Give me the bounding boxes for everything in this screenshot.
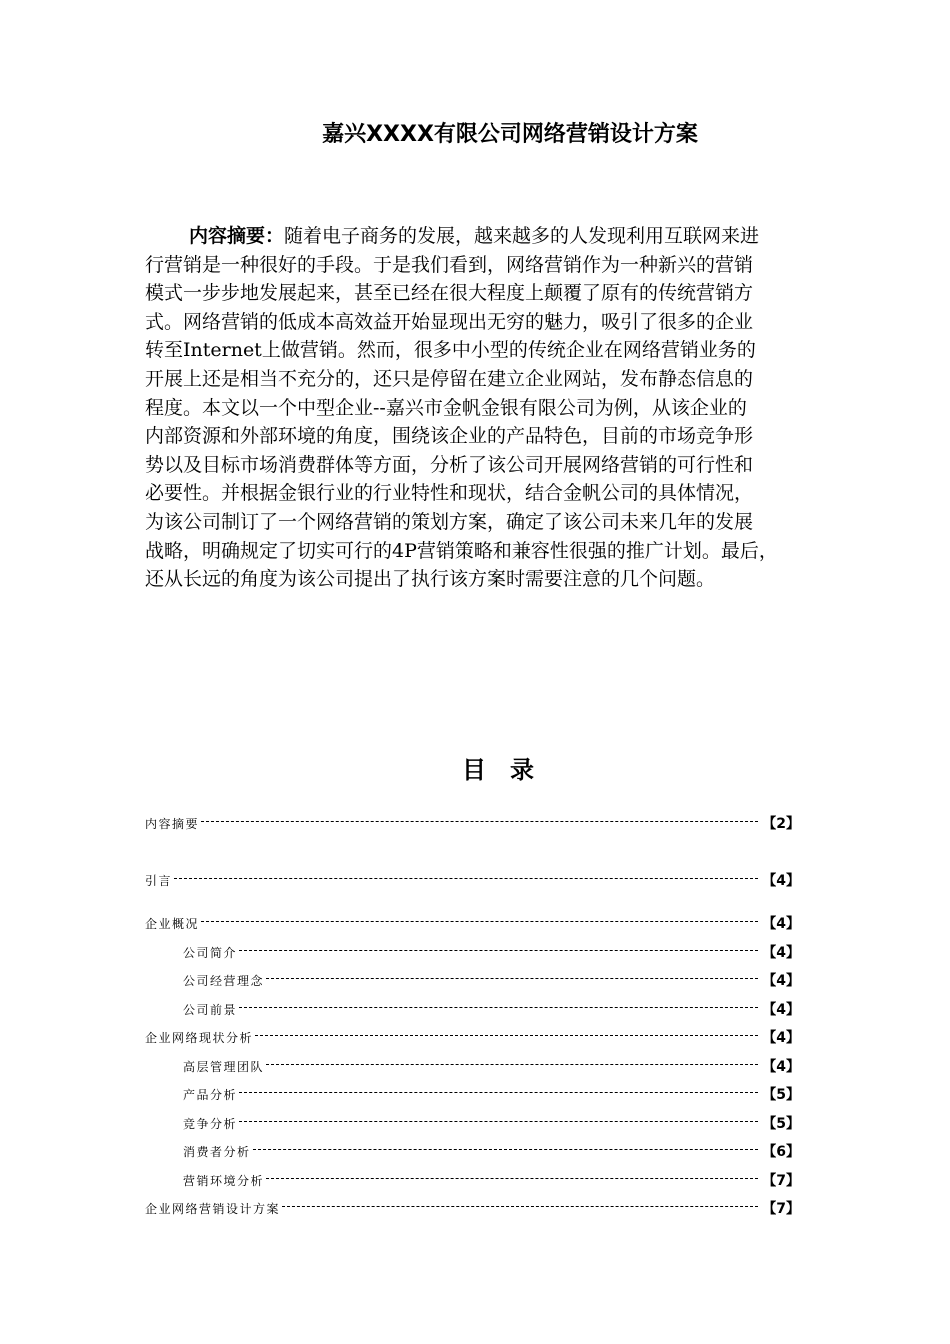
toc-entry-page: 【2】 xyxy=(762,816,800,832)
toc-leader xyxy=(266,1178,758,1179)
abstract-line xyxy=(145,222,875,251)
toc-entry-page: 【7】 xyxy=(762,1173,800,1189)
toc-entry-label: 公司经营理念 xyxy=(183,973,265,988)
document-title: 嘉兴XXXX有限公司网络营销设计方案 xyxy=(322,122,698,147)
toc-subentry[interactable] xyxy=(145,1055,800,1077)
toc-leader xyxy=(201,921,758,922)
toc-leader xyxy=(282,1206,758,1207)
abstract-line: 必要性。并根据金银行业的行业特性和现状，结合金帆公司的具体情况， xyxy=(145,482,754,505)
toc-subentry[interactable] xyxy=(145,969,800,991)
abstract-line-text: 随着电子商务的发展，越来越多的人发现利用互联网来进 xyxy=(284,225,760,247)
toc-leader xyxy=(266,978,758,979)
toc-subentry[interactable] xyxy=(145,1112,800,1134)
toc-leader xyxy=(239,1007,758,1008)
toc-entry-label: 高层管理团队 xyxy=(183,1059,265,1074)
abstract-line: 转至Internet上做营销。然而，很多中小型的传统企业在网络营销业务的 xyxy=(145,339,756,362)
toc-entry-label: 公司简介 xyxy=(183,945,238,960)
toc-leader xyxy=(253,1149,759,1150)
toc-leader xyxy=(239,1092,758,1093)
abstract-line: 战略，明确规定了切实可行的4P营销策略和兼容性很强的推广计划。最后， xyxy=(145,539,778,562)
toc-entry-page: 【6】 xyxy=(762,1144,800,1160)
toc-entry-label: 引言 xyxy=(145,873,173,888)
toc-entry-label: 企业网络营销设计方案 xyxy=(145,1201,281,1216)
abstract-label: 内容摘要： xyxy=(189,225,285,247)
abstract-section xyxy=(145,222,875,594)
toc-leader xyxy=(255,1035,758,1036)
toc-title: 目录 xyxy=(462,756,558,784)
toc-entry-page: 【5】 xyxy=(762,1116,800,1132)
toc-subentry[interactable] xyxy=(145,1140,800,1162)
toc-leader xyxy=(174,878,758,879)
abstract-line: 内部资源和外部环境的角度，围绕该企业的产品特色，目前的市场竞争形 xyxy=(145,425,754,448)
toc-entry-page: 【4】 xyxy=(762,945,800,961)
toc-entry-label: 竞争分析 xyxy=(183,1116,238,1131)
toc-entry-page: 【4】 xyxy=(762,1030,800,1046)
toc-entry[interactable] xyxy=(145,1197,800,1219)
toc-leader xyxy=(201,821,758,822)
abstract-line: 为该公司制订了一个网络营销的策划方案，确定了该公司未来几年的发展 xyxy=(145,510,754,533)
toc-entry[interactable] xyxy=(145,812,800,834)
toc-entry-label: 产品分析 xyxy=(183,1087,238,1102)
toc-entry-label: 消费者分析 xyxy=(183,1144,251,1159)
toc-entry-page: 【4】 xyxy=(762,916,800,932)
toc-subentry[interactable] xyxy=(145,941,800,963)
abstract-line: 势以及目标市场消费群体等方面，分析了该公司开展网络营销的可行性和 xyxy=(145,453,754,476)
toc-entry-page: 【5】 xyxy=(762,1087,800,1103)
toc-leader xyxy=(239,1121,758,1122)
toc-entry-label: 企业概况 xyxy=(145,916,200,931)
toc-entry[interactable] xyxy=(145,912,800,934)
abstract-line: 模式一步步地发展起来，甚至已经在很大程度上颠覆了原有的传统营销方 xyxy=(145,282,754,305)
abstract-line: 程度。本文以一个中型企业--嘉兴市金帆金银有限公司为例，从该企业的 xyxy=(145,396,747,419)
toc-entry-page: 【4】 xyxy=(762,1002,800,1018)
toc-entry[interactable] xyxy=(145,1026,800,1048)
toc-subentry[interactable] xyxy=(145,998,800,1020)
toc-subentry[interactable] xyxy=(145,1169,800,1191)
toc-entry-page: 【7】 xyxy=(762,1201,800,1217)
toc-entry-label: 公司前景 xyxy=(183,1002,238,1017)
toc-entry-page: 【4】 xyxy=(762,1059,800,1075)
toc-subentry[interactable] xyxy=(145,1083,800,1105)
toc-entry[interactable] xyxy=(145,869,800,891)
toc-entry-label: 内容摘要 xyxy=(145,816,200,831)
abstract-line: 行营销是一种很好的手段。于是我们看到，网络营销作为一种新兴的营销 xyxy=(145,253,754,276)
toc-entry-label: 营销环境分析 xyxy=(183,1173,265,1188)
toc-entry-page: 【4】 xyxy=(762,973,800,989)
toc-leader xyxy=(239,950,758,951)
abstract-line: 式。网络营销的低成本高效益开始显现出无穷的魅力，吸引了很多的企业 xyxy=(145,310,754,333)
toc-entry-page: 【4】 xyxy=(762,873,800,889)
abstract-line: 开展上还是相当不充分的，还只是停留在建立企业网站，发布静态信息的 xyxy=(145,367,754,390)
abstract-line: 还从长远的角度为该公司提出了执行该方案时需要注意的几个问题。 xyxy=(145,568,716,591)
toc-leader xyxy=(266,1064,758,1065)
toc-entry-label: 企业网络现状分析 xyxy=(145,1030,254,1045)
